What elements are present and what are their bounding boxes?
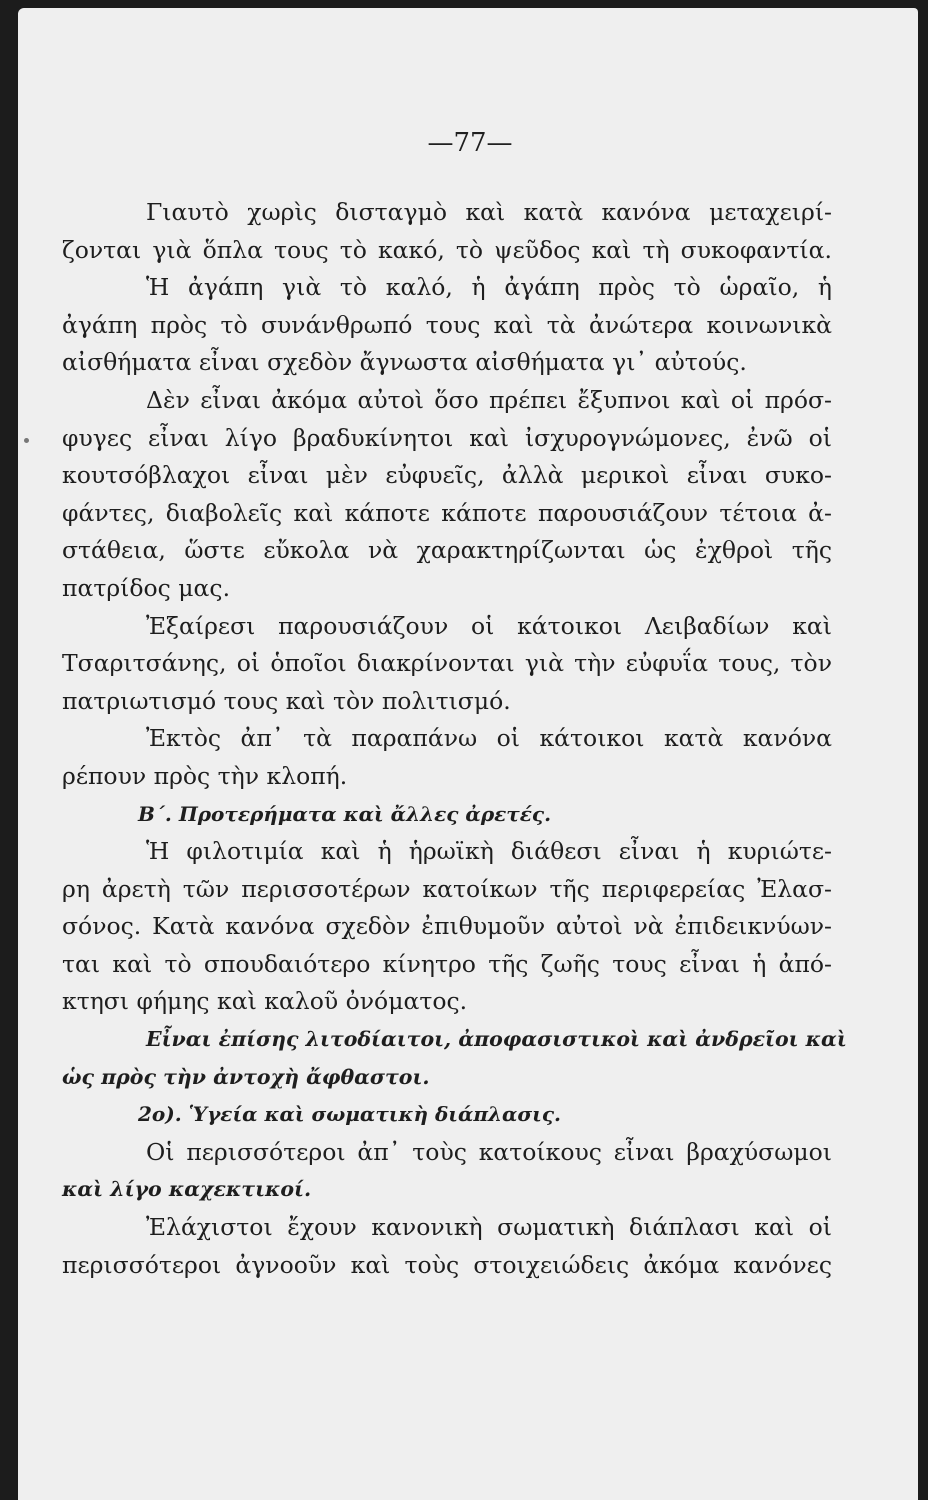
text-line: ρέπουν πρὸς τὴν κλοπή. (62, 761, 348, 790)
text-line: καὶ λίγο καχεκτικοί. (62, 1177, 312, 1202)
body-text (62, 194, 847, 1284)
text-line: φυγες εἶναι λίγο βραδυκίνητοι καὶ ἰσχυρογνώμονες, ἐνῶ οἱ (62, 423, 832, 452)
text-line: Ἐξαίρεσι παρουσιάζουν οἱ κάτοικοι Λειβαδίων καὶ (146, 611, 832, 640)
text-line: κουτσόβλαχοι εἶναι μὲν εὐφυεῖς, ἀλλὰ μερικοὶ εἶναι συκο- (62, 461, 832, 490)
book-page (18, 8, 918, 1500)
text-line: αἰσθήματα εἶναι σχεδὸν ἄγνωστα αἰσθήματα γι᾿ αὐτούς. (62, 348, 747, 377)
text-line: περισσότεροι ἀγνοοῦν καὶ τοὺς στοιχειώδεις ἀκόμα κανόνες (62, 1250, 832, 1279)
margin-dot (24, 438, 29, 443)
text-line: Β΄. Προτερήματα καὶ ἄλλες ἀρετές. (138, 801, 552, 826)
text-line: Εἶναι ἐπίσης λιτοδίαιτοι, ἀποφασιστικοὶ καὶ ἀνδρεῖοι καὶ (146, 1027, 847, 1052)
text-line: Τσαριτσάνης, οἱ ὁποῖοι διακρίνονται γιὰ τὴν εὐφυΐα τους, τὸν (62, 649, 832, 678)
text-line: πατρίδος μας. (62, 573, 231, 602)
text-line: στάθεια, ὥστε εὔκολα νὰ χαρακτηρίζωνται ὡς ἐχθροὶ τῆς (62, 536, 832, 565)
page-number: —77— (427, 128, 513, 158)
text-line: Οἱ περισσότεροι ἀπ᾿ τοὺς κατοίκους εἶναι βραχύσωμοι (146, 1137, 832, 1166)
text-line: ζονται γιὰ ὅπλα τους τὸ κακό, τὸ ψεῦδος καὶ τὴ συκοφαντία. (62, 235, 832, 264)
text-line: Ἐκτὸς ἀπ᾿ τὰ παραπάνω οἱ κάτοικοι κατὰ κανόνα (146, 724, 832, 753)
text-line: ρη ἀρετὴ τῶν περισσοτέρων κατοίκων τῆς περιφερείας Ἐλασ- (62, 874, 832, 903)
text-line: σόνος. Κατὰ κανόνα σχεδὸν ἐπιθυμοῦν αὐτοὶ νὰ ἐπιδεικνύων- (62, 912, 832, 941)
text-line: Γιαυτὸ χωρὶς δισταγμὸ καὶ κατὰ κανόνα μεταχειρί- (146, 198, 832, 226)
text-line: Ἐλάχιστοι ἔχουν κανονικὴ σωματικὴ διάπλασι καὶ οἱ (146, 1213, 832, 1242)
text-line: 2ο). Ὑγεία καὶ σωματικὴ διάπλασις. (138, 1102, 561, 1127)
text-line: φάντες, διαβολεῖς καὶ κάποτε κάποτε παρουσιάζουν τέτοια ἀ- (62, 498, 832, 527)
text-line: ἀγάπη πρὸς τὸ συνάνθρωπό τους καὶ τὰ ἀνώτερα κοινωνικὰ (62, 310, 832, 339)
text-line: Ἡ φιλοτιμία καὶ ἡ ἡρωϊκὴ διάθεσι εἶναι ἡ κυριώτε- (146, 837, 832, 866)
text-line: ται καὶ τὸ σπουδαιότερο κίνητρο τῆς ζωῆς τους εἶναι ἡ ἀπό- (62, 949, 832, 978)
text-line: Δὲν εἶναι ἀκόμα αὐτοὶ ὅσο πρέπει ἔξυπνοι καὶ οἱ πρόσ- (146, 385, 832, 414)
text-line: κτησι φήμης καὶ καλοῦ ὀνόματος. (62, 987, 468, 1016)
text-line: Ἡ ἀγάπη γιὰ τὸ καλό, ἡ ἀγάπη πρὸς τὸ ὡραῖο, ἡ (146, 273, 832, 302)
text-line: πατριωτισμό τους καὶ τὸν πολιτισμό. (62, 686, 511, 715)
text-line: ὡς πρὸς τὴν ἀντοχὴ ἄφθαστοι. (62, 1064, 430, 1089)
